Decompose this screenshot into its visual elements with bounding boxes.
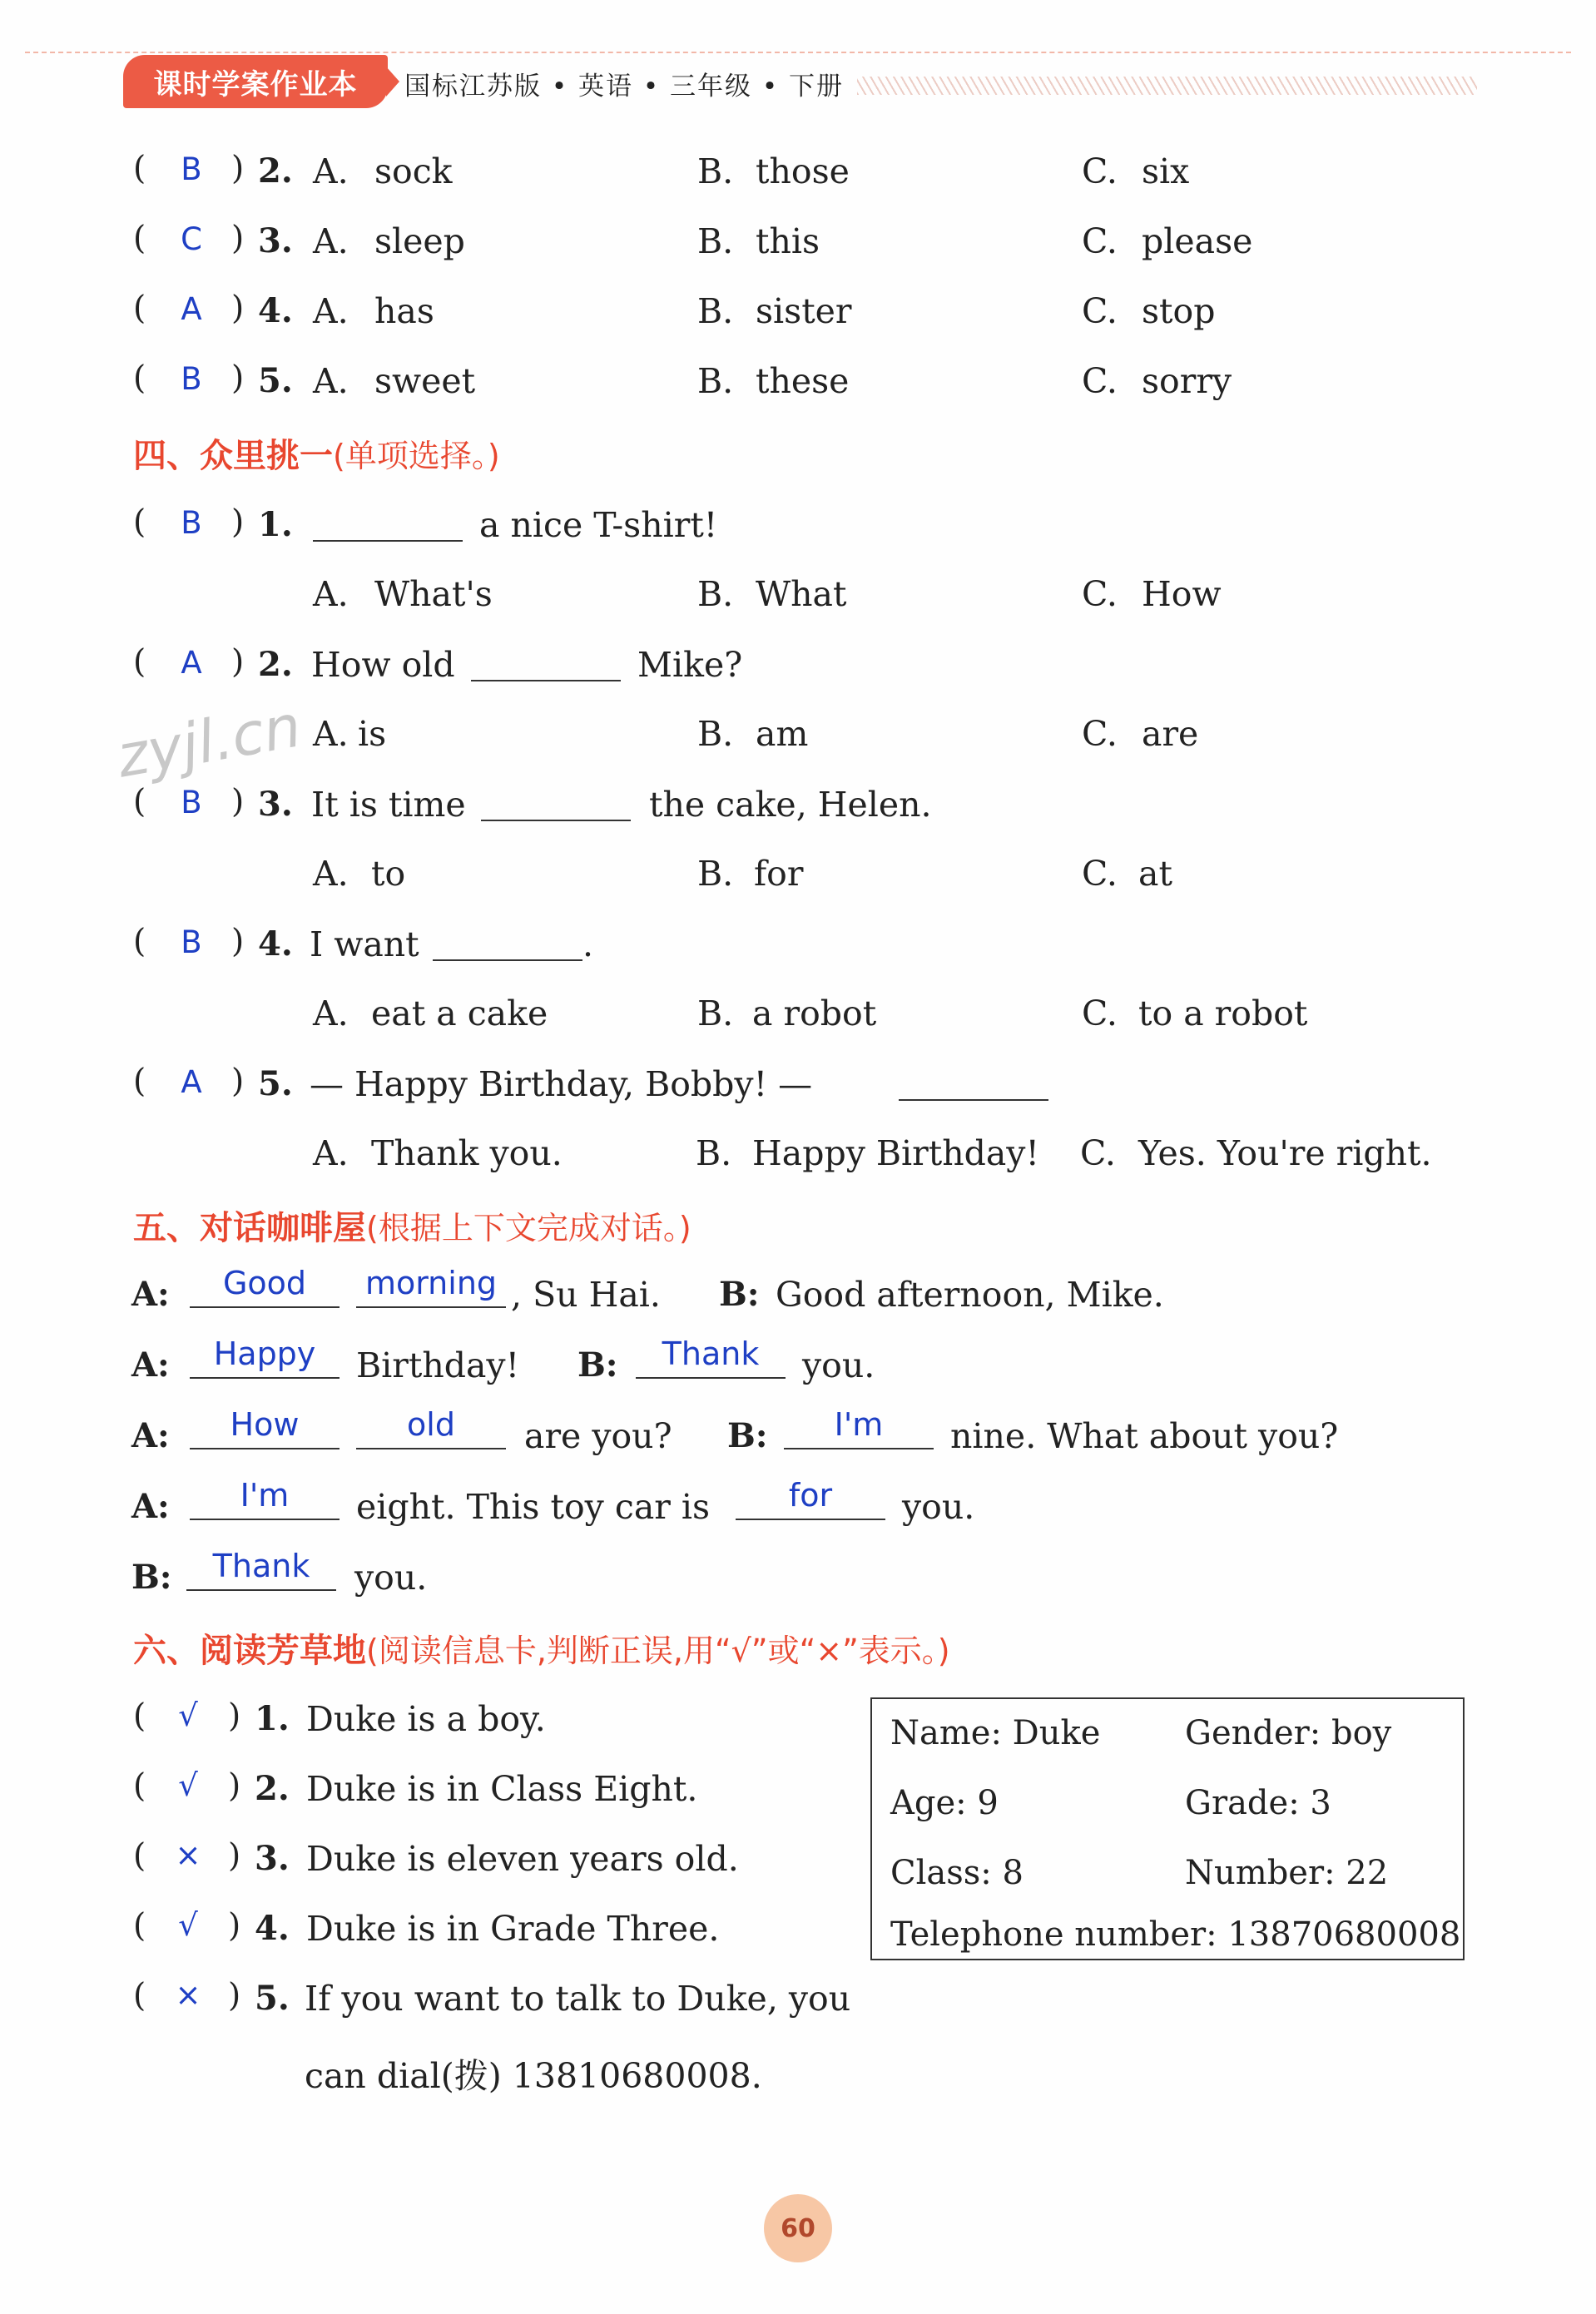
right-paren: ) [228, 1697, 241, 1735]
speaker-a: A: [131, 1487, 170, 1526]
left-paren: ( [133, 923, 146, 960]
header-divider [25, 52, 1571, 53]
speaker-b: B: [577, 1345, 618, 1385]
speaker-a: A: [131, 1275, 170, 1314]
answer-blank [481, 819, 631, 821]
option-c: are [1142, 714, 1199, 754]
filled-answer: Happy [213, 1335, 316, 1372]
right-paren: ) [228, 1977, 241, 2014]
question-number: 5. [258, 1064, 293, 1103]
answer: A [181, 645, 202, 681]
question-number: 5. [258, 361, 293, 400]
option-c: please [1142, 221, 1253, 261]
filled-answer: for [788, 1477, 833, 1514]
option-a: sleep [374, 221, 465, 261]
option-label: C. [1082, 714, 1118, 754]
card-grade: Grade: 3 [1185, 1784, 1331, 1822]
answer: × [175, 1977, 201, 2013]
left-paren: ( [133, 220, 146, 257]
option-label: A. [313, 714, 349, 754]
option-a: sweet [374, 361, 476, 401]
option-label: C. [1080, 1133, 1116, 1173]
left-paren: ( [133, 643, 146, 681]
filled-answer: I'm [834, 1406, 884, 1443]
question-text: . [582, 924, 594, 964]
answer-blank [313, 539, 463, 542]
statement: If you want to talk to Duke, you [305, 1979, 851, 2019]
answer: √ [178, 1697, 198, 1733]
card-age: Age: 9 [890, 1784, 999, 1822]
right-paren: ) [231, 783, 245, 820]
right-paren: ) [231, 503, 245, 541]
question-number: 3. [255, 1839, 290, 1878]
answer: B [181, 785, 202, 820]
answer: A [181, 1064, 202, 1100]
section-title-text: 六、阅读芳草地 [133, 1632, 366, 1670]
option-label: B. [697, 221, 734, 261]
left-paren: ( [133, 1837, 146, 1875]
answer: A [181, 291, 202, 327]
option-c: stop [1142, 291, 1216, 331]
dialog-blank [186, 1548, 336, 1591]
dialog-blank [190, 1477, 340, 1520]
option-b: a robot [752, 993, 877, 1033]
question-number: 2. [258, 151, 293, 191]
filled-answer: old [407, 1406, 455, 1443]
right-paren: ) [231, 643, 245, 681]
option-label: B. [697, 993, 734, 1033]
question-number: 5. [255, 1979, 290, 2018]
watermark: zyjl.cn [112, 691, 306, 791]
question-text: Mike? [637, 645, 743, 685]
left-paren: ( [133, 150, 146, 187]
card-class: Class: 8 [890, 1854, 1024, 1892]
option-b: am [756, 714, 809, 754]
filled-answer: morning [364, 1265, 498, 1301]
answer-blank [899, 1098, 1048, 1101]
dialog-blank [190, 1335, 340, 1379]
card-telephone: Telephone number: 13870680008 [890, 1915, 1461, 1954]
question-text: I want [310, 924, 419, 964]
answer: √ [178, 1907, 198, 1943]
question-number: 2. [258, 645, 293, 684]
dialog-blank [636, 1335, 786, 1379]
question-text: It is time [311, 785, 466, 825]
question-number: 4. [258, 291, 293, 330]
option-b: for [754, 854, 804, 894]
option-b: What [756, 574, 847, 614]
left-paren: ( [133, 783, 146, 820]
question-number: 3. [258, 785, 293, 824]
answer-blank [471, 679, 621, 681]
statement: Duke is in Grade Three. [306, 1909, 720, 1949]
left-paren: ( [133, 1767, 146, 1805]
header-tag: 课时学案作业本 [123, 55, 388, 108]
option-label: B. [697, 291, 734, 331]
filled-answer: How [230, 1406, 300, 1443]
option-label: A. [313, 151, 349, 191]
statement: Duke is a boy. [306, 1699, 546, 1739]
answer: C [181, 221, 202, 257]
question-text: a nice T-shirt! [479, 505, 718, 545]
right-paren: ) [228, 1907, 241, 1945]
answer: B [181, 505, 202, 541]
filled-answer: Thank [212, 1548, 310, 1584]
dialog-blank [356, 1406, 506, 1449]
right-paren: ) [231, 150, 245, 187]
right-paren: ) [231, 220, 245, 257]
section-4-title [133, 429, 500, 477]
question-number: 1. [255, 1699, 290, 1738]
option-label: B. [697, 361, 734, 401]
section-title-text: 五、对话咖啡屋 [133, 1209, 366, 1247]
dialog-blank [736, 1477, 885, 1520]
question-text: the cake, Helen. [649, 785, 932, 825]
card-number: Number: 22 [1185, 1854, 1389, 1892]
dialog-text: , Su Hai. [511, 1275, 661, 1315]
header-decoration [857, 77, 1477, 95]
statement-continued: can dial(拨) 13810680008. [305, 2056, 762, 2096]
option-label: C. [1082, 221, 1118, 261]
option-label: C. [1082, 151, 1118, 191]
speaker-b: B: [131, 1558, 172, 1597]
right-paren: ) [231, 923, 245, 960]
option-c: sorry [1142, 361, 1232, 401]
answer: B [181, 151, 202, 187]
right-paren: ) [228, 1837, 241, 1875]
left-paren: ( [133, 1063, 146, 1100]
option-label: B. [697, 574, 734, 614]
card-name: Name: Duke [890, 1714, 1101, 1752]
question-number: 1. [258, 505, 293, 544]
option-c: Yes. You're right. [1138, 1133, 1432, 1173]
option-a: sock [374, 151, 453, 191]
answer: B [181, 924, 202, 960]
option-label: A. [313, 221, 349, 261]
section-title-text: 四、众里挑一 [133, 437, 333, 475]
dialog-text: Good afternoon, Mike. [776, 1275, 1164, 1315]
option-label: B. [696, 1133, 732, 1173]
dialog-text: you. [902, 1487, 975, 1527]
right-paren: ) [231, 290, 245, 327]
option-b: Happy Birthday! [752, 1133, 1039, 1173]
dialog-blank [784, 1406, 934, 1449]
dialog-blank [190, 1265, 340, 1308]
section-6-title [133, 1624, 950, 1672]
info-card [870, 1697, 1465, 1960]
option-c: at [1138, 854, 1172, 894]
left-paren: ( [133, 359, 146, 397]
option-b: sister [756, 291, 852, 331]
dialog-text: you. [802, 1345, 875, 1385]
dialog-blank [190, 1406, 340, 1449]
option-a: Thank you. [371, 1133, 563, 1173]
dialog-blank [356, 1265, 506, 1308]
speaker-b: B: [719, 1275, 760, 1314]
option-label: A. [313, 291, 349, 331]
option-a: What's [374, 574, 493, 614]
left-paren: ( [133, 1907, 146, 1945]
statement: Duke is in Class Eight. [306, 1769, 698, 1809]
section-subtitle: (单项选择。) [333, 438, 500, 474]
section-subtitle: (阅读信息卡,判断正误,用“√”或“×”表示。) [366, 1633, 950, 1669]
statement: Duke is eleven years old. [306, 1839, 739, 1879]
answer: √ [178, 1767, 198, 1803]
option-label: A. [313, 1133, 349, 1173]
option-label: C. [1082, 574, 1118, 614]
dialog-text: Birthday! [356, 1345, 520, 1385]
left-paren: ( [133, 1977, 146, 2014]
dialog-text: are you? [524, 1416, 672, 1456]
speaker-b: B: [727, 1416, 768, 1455]
card-gender: Gender: boy [1185, 1714, 1392, 1752]
option-c: How [1142, 574, 1222, 614]
option-label: C. [1082, 854, 1118, 894]
speaker-a: A: [131, 1345, 170, 1385]
option-b: those [756, 151, 850, 191]
dialog-text: nine. What about you? [950, 1416, 1339, 1456]
question-text: — Happy Birthday, Bobby! — [310, 1064, 813, 1104]
left-paren: ( [133, 1697, 146, 1735]
question-number: 4. [255, 1909, 290, 1948]
section-subtitle: (根据上下文完成对话。) [366, 1210, 691, 1246]
option-c: to a robot [1138, 993, 1308, 1033]
question-number: 2. [255, 1769, 290, 1808]
option-label: B. [697, 151, 734, 191]
right-paren: ) [231, 359, 245, 397]
option-a: is [358, 714, 387, 754]
dialog-text: you. [354, 1558, 428, 1598]
filled-answer: Good [222, 1265, 307, 1301]
answer: × [175, 1837, 201, 1873]
answer: B [181, 361, 202, 397]
option-label: C. [1082, 291, 1118, 331]
option-label: A. [313, 361, 349, 401]
section-5-title [133, 1202, 691, 1249]
answer-blank [433, 959, 582, 961]
speaker-a: A: [131, 1416, 170, 1455]
option-b: this [756, 221, 820, 261]
question-number: 3. [258, 221, 293, 260]
option-b: these [756, 361, 850, 401]
left-paren: ( [133, 290, 146, 327]
option-label: B. [697, 714, 734, 754]
option-c: six [1142, 151, 1190, 191]
option-label: C. [1082, 993, 1118, 1033]
right-paren: ) [231, 1063, 245, 1100]
option-label: A. [313, 854, 349, 894]
dialog-text: eight. This toy car is [356, 1487, 711, 1527]
question-number: 4. [258, 924, 293, 964]
option-a: eat a cake [371, 993, 548, 1033]
question-text: How old [311, 645, 455, 685]
option-label: B. [697, 854, 734, 894]
option-label: A. [313, 993, 349, 1033]
page-number: 60 [764, 2194, 832, 2262]
right-paren: ) [228, 1767, 241, 1805]
option-label: C. [1082, 361, 1118, 401]
option-label: A. [313, 574, 349, 614]
option-a: has [374, 291, 434, 331]
option-a: to [371, 854, 406, 894]
header-subtitle: 国标江苏版 • 英语 • 三年级 • 下册 [404, 72, 844, 102]
filled-answer: Thank [662, 1335, 760, 1372]
filled-answer: I'm [240, 1477, 290, 1514]
left-paren: ( [133, 503, 146, 541]
